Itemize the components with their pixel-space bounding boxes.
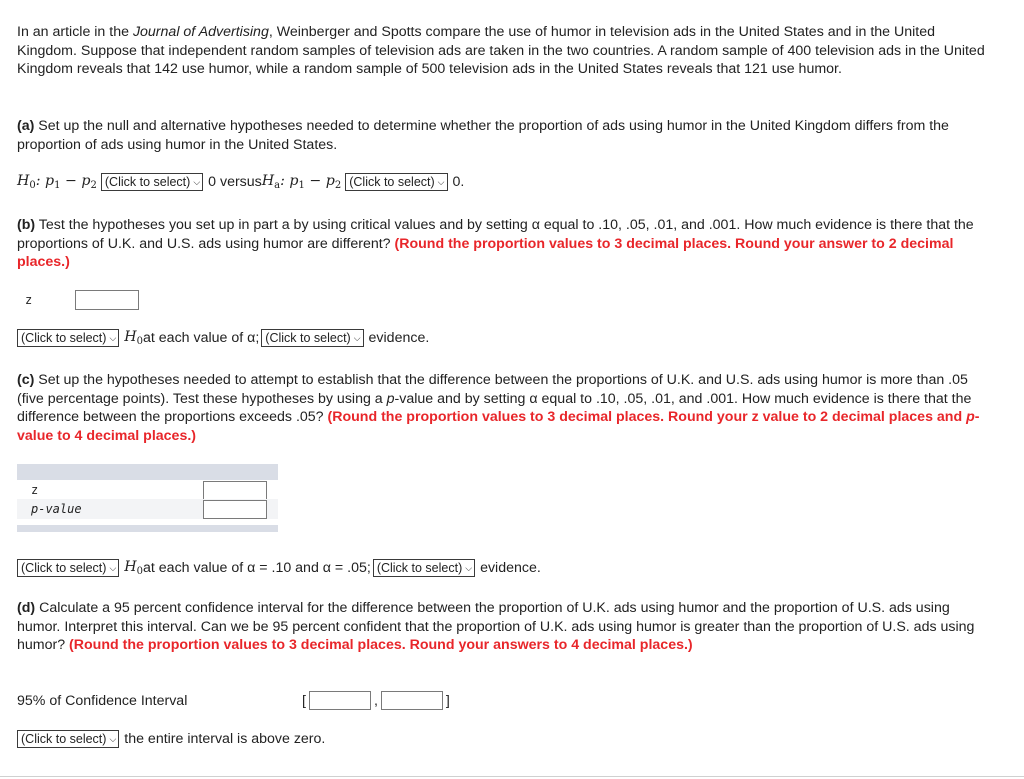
evidence-select[interactable]: (Click to select) ⌵	[373, 559, 475, 577]
chevron-down-icon: ⌵	[353, 332, 361, 343]
z-input[interactable]	[203, 481, 267, 500]
part-a-hypotheses-row	[17, 173, 464, 191]
ci-lower-input[interactable]	[309, 691, 371, 710]
alt-relation-select[interactable]: (Click to select) ⌵	[345, 173, 447, 191]
chevron-down-icon: ⌵	[465, 562, 473, 573]
evidence-select[interactable]: (Click to select) ⌵	[261, 329, 363, 347]
h0-symbol: $H_0$	[124, 559, 144, 577]
alt-hypothesis-expr: $H_a$: $p_1 - p_2$	[261, 173, 342, 191]
confidence-select[interactable]: (Click to select) ⌵	[17, 730, 119, 748]
part-d-prompt	[17, 599, 989, 655]
intro-text-1: In an article in the	[17, 24, 133, 40]
part-b-conclusion-row	[17, 329, 429, 347]
table-row	[17, 499, 278, 519]
part-d-end-text: the entire interval is above zero.	[124, 731, 326, 747]
part-c-end-text: evidence.	[480, 560, 541, 576]
chevron-down-icon: ⌵	[193, 176, 201, 187]
part-c-prompt: (c) Set up the hypotheses needed to attempt to establish that the difference between the proportions of U.K. and U.S. ads using humor is more than .05 (five percentage points). Test these hypotheses by using a p-value and by setting α equal to .10, .05, .01, and .001. How much evidence is there that the difference between the proportions exceeds .05? (Round the proportion values to 3 decimal places. Round your z value to 2 decimal places and p-value to 4 decimal places.)	[17, 372, 980, 444]
table-row	[17, 480, 278, 500]
part-c-text: Set up the hypotheses needed to attempt to establish that the difference between the proportions of U.K. and U.S. ads using humor is more than .05 (five percentage points). Test these hypotheses by using a	[17, 372, 968, 407]
comma-separator: ,	[373, 692, 378, 709]
bottom-divider	[0, 776, 1024, 777]
z-label: z	[31, 483, 39, 497]
part-b-mid-text: at each value of α;	[143, 330, 260, 346]
null-relation-select[interactable]: (Click to select) ⌵	[101, 173, 203, 191]
open-bracket: [	[302, 692, 306, 709]
part-b-z-row	[17, 290, 139, 310]
part-b-end-text: evidence.	[368, 330, 430, 346]
intro-paragraph	[17, 23, 989, 79]
part-b-text: Test the hypotheses you set up in part a by using critical values and by setting α equal to .10, .05, .01, and .001. How much evidence is there that the proportions of U.K. and U.S. ads using humor are different?	[17, 217, 974, 252]
part-c-instruction: (Round the proportion values to 3 decimal places. Round your z value to 2 decimal places and p-value to 4 decimal places.)	[17, 409, 980, 444]
part-b-instruction: (Round the proportion values to 3 decimal places. Round your answer to 2 decimal places.)	[17, 235, 954, 270]
z-label: z	[25, 293, 33, 307]
close-bracket: ]	[445, 692, 450, 709]
part-d-label: (d)	[17, 600, 36, 616]
p-value-label: p-value	[31, 502, 82, 516]
part-d-conclusion-row	[17, 730, 325, 748]
part-c-conclusion-row	[17, 559, 541, 577]
reject-select[interactable]: (Click to select) ⌵	[17, 329, 119, 347]
journal-name: Journal of Advertising	[132, 24, 269, 40]
part-a-text: Set up the null and alternative hypotheses needed to determine whether the proportion of ads using humor in the United Kingdom differs from the proportion of ads using humor in the United States.	[17, 118, 949, 153]
chevron-down-icon: ⌵	[109, 332, 117, 343]
null-hypothesis-expr: $H_0$: $p_1 - p_2$	[17, 173, 97, 191]
part-d-text: Calculate a 95 percent confidence interval for the difference between the proportion of U.K. ads using humor and the proportion of U.S. ads using humor. Interpret this interval. Can we be 95 percent confident that the proportion of U.K. ads using humor is greater than the proportion of U.S. ads using humor?	[17, 600, 975, 653]
part-c-text-2: -value and by setting α equal to .10, .05, .01, and .001. How much evidence is there that the difference between the proportions exceeds .05?	[17, 390, 972, 425]
part-a-prompt	[17, 117, 989, 154]
chevron-down-icon: ⌵	[437, 176, 445, 187]
part-d-instruction: (Round the proportion values to 3 decimal places. Round your answers to 4 decimal places.)	[69, 637, 693, 653]
confidence-interval-row	[17, 691, 450, 710]
confidence-interval-label: 95% of Confidence Interval	[17, 692, 188, 709]
part-a-label: (a)	[17, 118, 35, 134]
reject-select[interactable]: (Click to select) ⌵	[17, 559, 119, 577]
z-input[interactable]	[75, 290, 139, 310]
part-a-end-text: 0.	[452, 174, 465, 190]
chevron-down-icon: ⌵	[109, 733, 117, 744]
part-c-mid-text: at each value of α = .10 and α = .05;	[143, 560, 371, 576]
part-c-label: (c)	[17, 372, 35, 388]
answer-table-footer	[17, 525, 278, 532]
h0-symbol: $H_0$	[124, 329, 144, 347]
part-b-prompt	[17, 216, 989, 272]
ci-upper-input[interactable]	[381, 691, 443, 710]
chevron-down-icon: ⌵	[109, 562, 117, 573]
intro-text-2: , Weinberger and Spotts compare the use of humor in television ads in the United States and in the United Kingdom. Suppose that independent random samples of television ads are taken in the two countries. A random sample of 400 television ads in the United Kingdom reveals that 142 use humor, while a random sample of 500 television ads in the United States reveals that 121 use humor.	[17, 24, 985, 77]
p-value-input[interactable]	[203, 500, 267, 519]
part-b-label: (b)	[17, 217, 36, 233]
answer-table-header	[17, 464, 278, 480]
versus-text: 0 versus	[208, 174, 262, 190]
